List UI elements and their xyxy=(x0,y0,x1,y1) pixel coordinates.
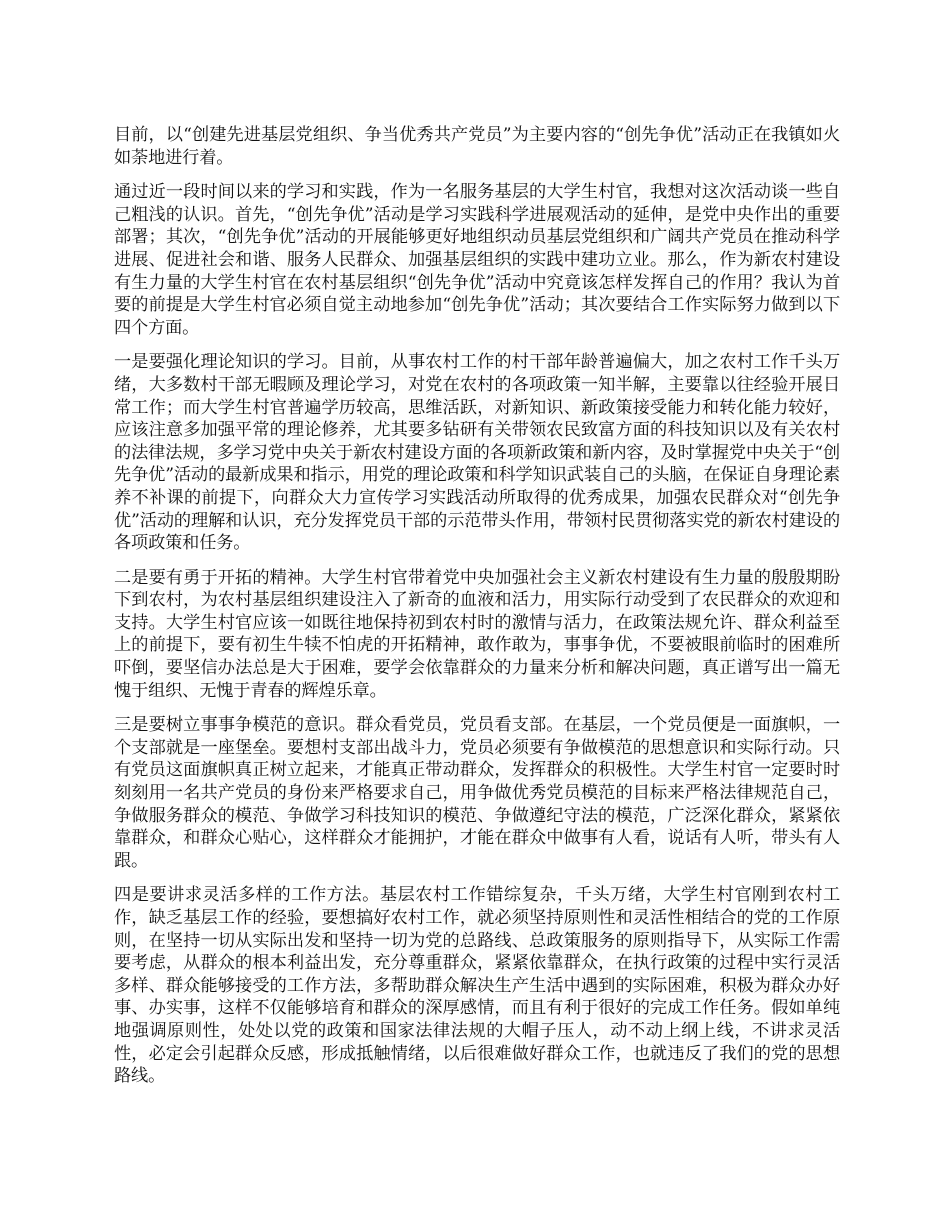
paragraph-point-one: 一是要强化理论知识的学习。目前，从事农村工作的村干部年龄普遍偏大，加之农村工作千头万绪，大多数村干部无暇顾及理论学习，对党在农村的各项政策一知半解，主要靠以往经验开展日常工作；而大学生村官普遍学历较高，思维活跃，对新知识、新政策接受能力和转化能力较好，应该注意多加强平常的理论修养，尤其要多钻研有关带领农民致富方面的科技知识以及有关农村的法律法规，多学习党中央关于新农村建设方面的各项新政策和新内容，及时掌握党中央关于“创先争优”活动的最新成果和指示，用党的理论政策和科学知识武装自己的头脑，在保证自身理论素养不补课的前提下，向群众大力宣传学习实践活动所取得的优秀成果，加强农民群众对“创先争优”活动的理解和认识，充分发挥党员干部的示范带头作用，带领村民贯彻落实党的新农村建设的各项政策和任务。 xyxy=(114,352,840,554)
document-body xyxy=(114,124,840,1100)
paragraph-point-three: 三是要树立事事争模范的意识。群众看党员，党员看支部。在基层，一个党员便是一面旗帜，一个支部就是一座堡垒。要想村支部出战斗力，党员必须要有争做模范的思想意识和实际行动。只有党员这面旗帜真正树立起来，才能真正带动群众，发挥群众的积极性。大学生村官一定要时时刻刻用一名共产党员的身份来严格要求自己，用争做优秀党员模范的目标来严格法律规范自己，争做服务群众的模范、争做学习科技知识的模范、争做遵纪守法的模范，广泛深化群众，紧紧依靠群众，和群众心贴心，这样群众才能拥护，才能在群众中做事有人看，说话有人听，带头有人跟。 xyxy=(114,715,840,871)
paragraph-point-two: 二是要有勇于开拓的精神。大学生村官带着党中央加强社会主义新农村建设有生力量的殷殷期盼下到农村，为农村基层组织建设注入了新奇的血液和活力，用实际行动受到了农民群众的欢迎和支持。大学生村官应该一如既往地保持初到农村时的激情与活力，在政策法规允许、群众利益至上的前提下，要有初生牛犊不怕虎的开拓精神，敢作敢为，事事争优，不要被眼前临时的困难所吓倒，要坚信办法总是大于困难，要学会依靠群众的力量来分析和解决问题，真正谱写出一篇无愧于组织、无愧于青春的辉煌乐章。 xyxy=(114,567,840,701)
paragraph-point-four: 四是要讲求灵活多样的工作方法。基层农村工作错综复杂，千头万绪，大学生村官刚到农村工作，缺乏基层工作的经验，要想搞好农村工作，就必须坚持原则性和灵活性相结合的党的工作原则，在坚持一切从实际出发和坚持一切为党的总路线、总政策服务的原则指导下，从实际工作需要考虑，从群众的根本利益出发，充分尊重群众，紧紧依靠群众，在执行政策的过程中实行灵活多样、群众能够接受的工作方法，多帮助群众解决生产生活中遇到的实际困难，积极为群众办好事、办实事，这样不仅能够培育和群众的深厚感情，而且有利于很好的完成工作任务。假如单纯地强调原则性，处处以党的政策和国家法律法规的大帽子压人，动不动上纲上线，不讲求灵活性，必定会引起群众反感，形成抵触情绪，以后很难做好群众工作，也就违反了我们的党的思想路线。 xyxy=(114,885,840,1087)
paragraph-intro: 目前，以“创建先进基层党组织、争当优秀共产党员”为主要内容的“创先争优”活动正在我镇如火如荼地进行着。 xyxy=(114,125,840,168)
paragraph-understanding: 通过近一段时间以来的学习和实践，作为一名服务基层的大学生村官，我想对这次活动谈一些自己粗浅的认识。首先，“创先争优”活动是学习实践科学进展观活动的延伸，是党中央作出的重要部署；其次，“创先争优”活动的开展能够更好地组织动员基层党组织和广阔共产党员在推动科学进展、促进社会和谐、服务人民群众、加强基层组织的实践中建功立业。那么，作为新农村建设有生力量的大学生村官在农村基层组织“创先争优”活动中究竟该怎样发挥自己的作用？我认为首要的前提是大学生村官必须自觉主动地参加“创先争优”活动；其次要结合工作实际努力做到以下四个方面。 xyxy=(114,182,840,338)
